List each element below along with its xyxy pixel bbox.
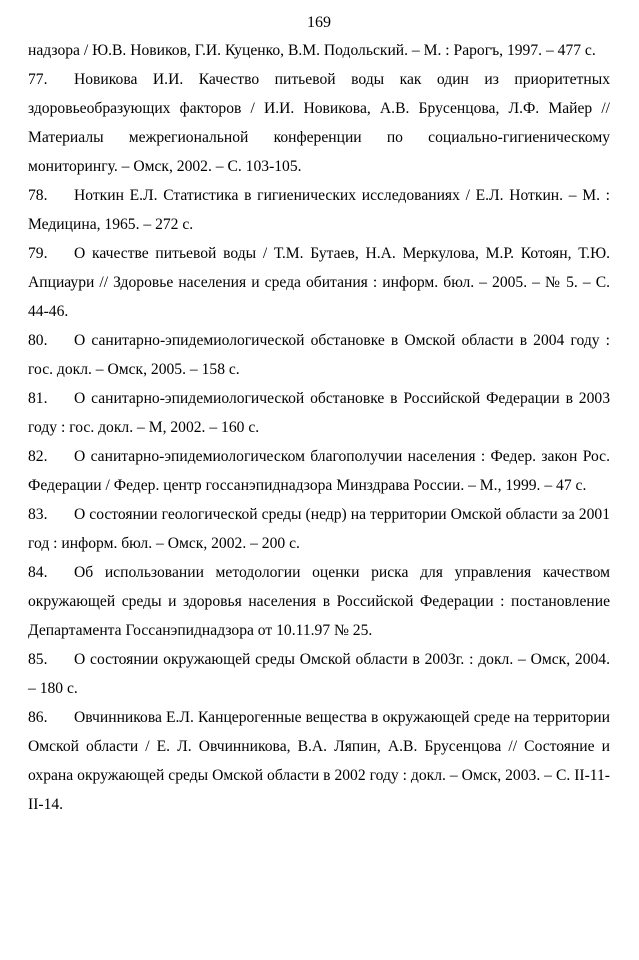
entry-text: Об использовании методологии оценки риска для управления качеством окружающей среды и здоровья населения в Российской Федерации : постановление Департамента Госсанэпиднадзора от 10.11.97 № 25. (28, 564, 610, 639)
list-item (28, 65, 610, 181)
entry-number: 78. (28, 187, 48, 204)
entry-text: Ноткин Е.Л. Статистика в гигиенических исследованиях / Е.Л. Ноткин. – М. : Медицина, 1965. – 272 с. (28, 187, 610, 233)
list-item (28, 645, 610, 703)
list-item (28, 500, 610, 558)
list-item (28, 442, 610, 500)
entry-number: 83. (28, 506, 48, 523)
entry-text: О санитарно-эпидемиологическом благополучии населения : Федер. закон Рос. Федерации / Федер. центр госсанэпиднадзора Минздрава России. – М., 1999. – 47 с. (28, 448, 610, 494)
entry-number: 85. (28, 651, 48, 668)
entry-text: О состоянии окружающей среды Омской области в 2003г. : докл. – Омск, 2004. – 180 с. (28, 651, 610, 697)
entry-number: 77. (28, 71, 48, 88)
entry-number: 81. (28, 390, 48, 407)
list-item (28, 384, 610, 442)
list-item (28, 558, 610, 645)
entry-text: Новикова И.И. Качество питьевой воды как один из приоритетных здоровьеобразующих факторов / И.И. Новикова, А.В. Брусенцова, Л.Ф. Майер // Материалы межрегиональной конференции по социально-гигиеническому мониторингу. – Омск, 2002. – С. 103-105. (28, 71, 610, 175)
bibliography-list (28, 36, 610, 819)
list-item (28, 326, 610, 384)
entry-number: 86. (28, 709, 48, 726)
entry-text: О качестве питьевой воды / Т.М. Бутаев, Н.А. Меркулова, М.Р. Котоян, Т.Ю. Апциаури // Здоровье населения и среда обитания : информ. бюл. – 2005. – № 5. – С. 44-46. (28, 245, 610, 320)
list-item (28, 703, 610, 819)
entry-text: Овчинникова Е.Л. Канцерогенные вещества в окружающей среде на территории Омской области / Е. Л. Овчинникова, В.А. Ляпин, А.В. Брусенцова // Состояние и охрана окружающей среды Омской области в 2002 году : докл. – Омск, 2003. – С. II-11-II-14. (28, 709, 610, 813)
entry-text: О санитарно-эпидемиологической обстановке в Омской области в 2004 году : гос. докл. – Омск, 2005. – 158 с. (28, 332, 610, 378)
entry-text: О состоянии геологической среды (недр) на территории Омской области за 2001 год : информ. бюл. – Омск, 2002. – 200 с. (28, 506, 610, 552)
entry-number: 80. (28, 332, 48, 349)
entry-number: 82. (28, 448, 48, 465)
list-item (28, 239, 610, 326)
page-number: 169 (307, 14, 331, 31)
list-item (28, 181, 610, 239)
entry-text: О санитарно-эпидемиологической обстановке в Российской Федерации в 2003 году : гос. докл. – М, 2002. – 160 с. (28, 390, 610, 436)
entry-number: 79. (28, 245, 48, 262)
entry-number: 84. (28, 564, 48, 581)
continuation-entry: надзора / Ю.В. Новиков, Г.И. Куценко, В.М. Подольский. – М. : Рарогъ, 1997. – 477 с. (28, 42, 596, 59)
